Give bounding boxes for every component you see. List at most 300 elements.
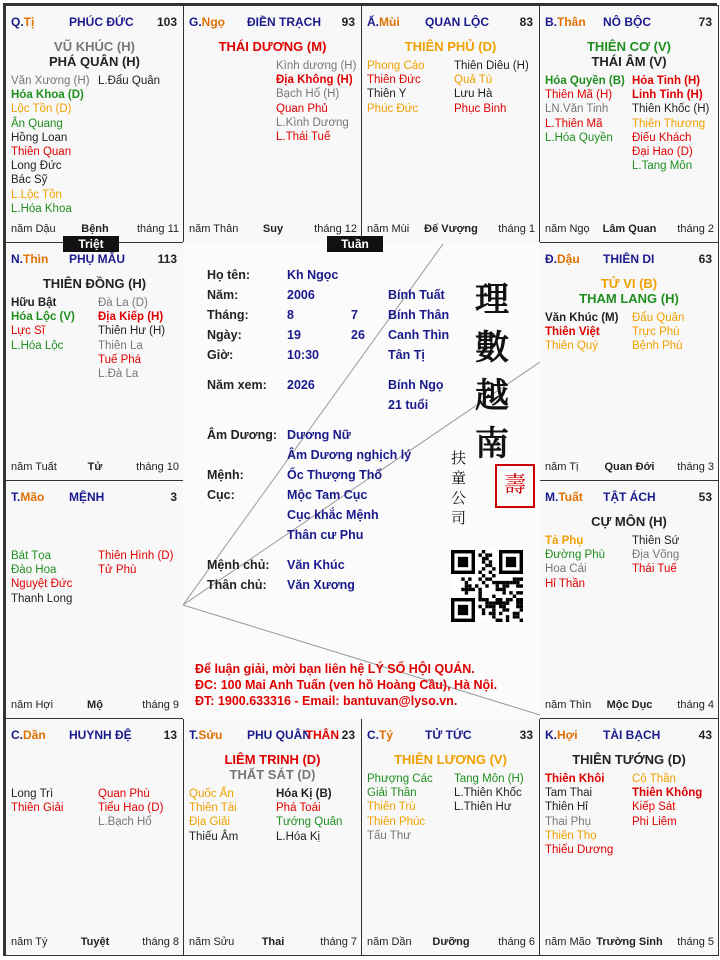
value-nam-can: Bính Tuất <box>388 288 445 302</box>
star: Quan Phù <box>98 788 150 800</box>
minor-stars-right <box>276 787 342 844</box>
star: Đào Hoa <box>11 564 57 577</box>
main-star: THÁI ÂM (V) <box>591 54 667 69</box>
palace-header <box>545 15 714 31</box>
palace-month: tháng 6 <box>498 936 535 948</box>
palace-trang-sinh: Dưỡng <box>432 936 470 948</box>
main-star: TỬ VI (B) <box>600 276 658 291</box>
star: Tấu Thư <box>367 829 411 842</box>
value-gio: 10:30 <box>287 348 319 362</box>
star: Điếu Khách <box>632 131 692 144</box>
minor-stars-right <box>454 772 524 815</box>
minor-stars-right <box>276 59 356 144</box>
minor-stars-left <box>367 59 425 116</box>
star: Kình dương (H) <box>276 60 357 72</box>
palace-can: T. <box>189 728 199 742</box>
star: Tuế Phá <box>98 353 142 366</box>
palace-month: tháng 10 <box>136 461 179 473</box>
palace-year: năm Mùi <box>367 223 410 235</box>
palace-year: năm Mão <box>545 936 591 948</box>
star: Cô Thần <box>632 773 676 785</box>
qr-code[interactable] <box>451 550 523 622</box>
star: Hoa Cái <box>545 563 587 576</box>
star: Hóa Quyền (B) <box>545 75 625 87</box>
value-ngay: 19 <box>287 328 301 342</box>
star: Quan Phủ <box>276 102 328 115</box>
star: Thiên La <box>98 339 143 352</box>
tuan-tag: Tuần <box>327 236 383 252</box>
star: Phục Binh <box>454 102 507 115</box>
palace-chi: Tị <box>23 15 35 29</box>
star: Bát Tọa <box>11 550 52 562</box>
palace-name: TỬ TỨC <box>425 728 472 742</box>
palace-name: THIÊN DI <box>603 252 655 266</box>
main-star: THIÊN LƯƠNG (V) <box>394 752 507 767</box>
star: Hóa Lộc (V) <box>11 311 75 324</box>
minor-stars-left <box>11 787 63 815</box>
palace-number: 13 <box>163 728 177 742</box>
value-am-duong-2: Âm Dương nghịch lý <box>287 448 412 462</box>
star: Ân Quang <box>11 117 63 130</box>
contact-line-2: ĐC: 100 Mai Anh Tuấn (ven hồ Hoàng Cầu), Hà Nội. <box>195 678 498 692</box>
star: Quốc Ấn <box>189 788 234 800</box>
palace-trang-sinh: Tuyệt <box>80 936 110 948</box>
palace-ty <box>361 718 540 956</box>
star: Long Đức <box>11 160 62 173</box>
star: Hỏa Tinh (H) <box>632 75 701 87</box>
value-am-duong: Dương Nữ <box>287 428 351 442</box>
palace-chi: Dậu <box>557 252 580 266</box>
palace-month: tháng 4 <box>677 699 714 711</box>
main-star: VŨ KHÚC (H) <box>54 39 135 54</box>
tu-vi-chart <box>3 3 717 956</box>
palace-year: năm Ngọ <box>545 223 590 235</box>
star: Thiên Hỉ <box>545 801 588 814</box>
star: Thiên Giải <box>11 802 64 815</box>
minor-stars-left <box>545 311 618 354</box>
palace-footer <box>545 936 714 950</box>
star: Thai Phụ <box>545 815 592 828</box>
palace-number: 43 <box>698 728 712 742</box>
palace-can: Đ. <box>545 252 557 266</box>
palace-trang-sinh: Lâm Quan <box>602 223 657 235</box>
palace-can: N. <box>11 252 23 266</box>
minor-stars-right <box>98 787 163 830</box>
main-star: THIÊN CƠ (V) <box>586 39 672 54</box>
label-menh-chu: Mệnh chủ: <box>207 558 270 572</box>
palace-footer <box>11 461 179 475</box>
star: Thiếu Âm <box>189 830 239 843</box>
palace-year: năm Hợi <box>11 699 54 711</box>
star: Địa Kiếp (H) <box>98 311 164 324</box>
palace-chi: Thân <box>557 15 586 29</box>
palace-name: TẬT ÁCH <box>603 490 656 504</box>
palace-name: PHU QUÂN <box>247 728 312 742</box>
star: Lưu Hà <box>454 88 493 101</box>
palace-name: ĐIỀN TRẠCH <box>247 15 321 29</box>
star: Trực Phù <box>632 326 680 339</box>
star: Đại Hao (D) <box>632 146 693 159</box>
star: Tử Phù <box>98 564 137 577</box>
star: Thiên Không <box>632 787 703 800</box>
seal-small-1: 扶 <box>451 449 467 467</box>
star: Tiểu Hao (D) <box>98 802 164 815</box>
star: Thiên Quý <box>545 340 599 353</box>
palace-can: T. <box>11 490 21 504</box>
value-nam-xem: 2026 <box>287 378 315 392</box>
value-thang: 8 <box>287 308 294 322</box>
palace-month: tháng 7 <box>320 936 357 948</box>
star: L.Thiên Khốc <box>454 787 522 800</box>
palace-tuat <box>539 480 719 719</box>
main-star: THIÊN TƯỚNG (D) <box>572 752 686 767</box>
palace-chi: Sửu <box>198 728 223 742</box>
star: Bệnh Phù <box>632 340 683 353</box>
minor-stars-left <box>11 549 72 606</box>
star: L.Đà La <box>98 368 139 381</box>
value-cuc-2: Cục khắc Mệnh <box>287 508 379 522</box>
main-star: THIÊN ĐỒNG (H) <box>42 276 147 291</box>
palace-header <box>189 728 357 744</box>
star: L.Hóa Khoa <box>11 202 72 215</box>
star: Hóa Kị (B) <box>276 788 332 800</box>
star: Thiên Đức <box>367 74 421 87</box>
palace-chi: Dần <box>23 728 46 742</box>
star: Lộc Tồn (D) <box>11 103 72 116</box>
star: Thiếu Dương <box>545 844 614 857</box>
palace-number: 3 <box>170 490 177 504</box>
star: Thiên Hình (D) <box>98 550 174 562</box>
star: Tả Phụ <box>545 535 584 547</box>
palace-month: tháng 11 <box>136 223 179 235</box>
palace-thin <box>5 242 184 481</box>
palace-trang-sinh: Mộc Dục <box>606 699 653 711</box>
triet-tag: Triệt <box>63 236 119 252</box>
palace-year: năm Thân <box>189 223 239 235</box>
palace-footer <box>11 223 179 237</box>
star: Thiên Trù <box>367 801 416 814</box>
star: Đẩu Quân <box>632 312 685 324</box>
palace-header <box>545 252 714 268</box>
palace-year: năm Tị <box>545 461 579 473</box>
palace-than-marker: THÂN <box>305 728 339 742</box>
palace-number: 73 <box>698 15 712 29</box>
label-than-chu: Thân chủ: <box>207 578 267 592</box>
minor-stars-right <box>454 59 529 116</box>
palace-number: 23 <box>341 728 355 742</box>
minor-stars-right <box>632 311 684 354</box>
star: L.Hóa Quyền <box>545 131 613 144</box>
minor-stars-right <box>632 772 702 829</box>
star: Phá Toái <box>276 802 321 815</box>
palace-mui <box>361 5 540 243</box>
star: Thiên Việt <box>545 326 600 339</box>
palace-header <box>11 252 179 268</box>
palace-dau <box>539 242 719 481</box>
label-nam-xem: Năm xem: <box>207 378 267 392</box>
star: Phượng Các <box>367 773 433 785</box>
label-menh: Mệnh: <box>207 468 244 482</box>
star: Thiên Hư (H) <box>98 325 166 338</box>
value-than-chu: Văn Xương <box>287 578 355 592</box>
seal-small-4: 司 <box>451 509 467 527</box>
palace-can: K. <box>545 728 557 742</box>
star: Địa Không (H) <box>276 74 353 87</box>
palace-chi: Ngọ <box>201 15 225 29</box>
palace-name: MỆNH <box>69 490 105 504</box>
palace-chi: Thìn <box>23 252 49 266</box>
palace-footer <box>545 461 714 475</box>
star: Phi Liêm <box>632 815 677 828</box>
palace-can: G. <box>189 15 202 29</box>
label-cuc: Cục: <box>207 488 235 502</box>
value-nam-xem-can: Bính Ngọ <box>388 378 444 392</box>
star: Tang Môn (H) <box>454 773 524 785</box>
star: Giải Thần <box>367 787 417 800</box>
palace-month: tháng 3 <box>677 461 714 473</box>
star: Bác Sỹ <box>11 174 48 187</box>
palace-name: PHỤ MẪU <box>69 252 125 266</box>
minor-stars-right <box>632 74 709 173</box>
seal-char-4: 南 <box>475 424 509 464</box>
palace-can: C. <box>367 728 379 742</box>
palace-footer <box>367 936 535 950</box>
seal-char-2: 數 <box>475 328 509 368</box>
star: Thiên Sứ <box>632 535 680 547</box>
palace-name: PHÚC ĐỨC <box>69 15 134 29</box>
minor-stars-left <box>545 74 625 145</box>
palace-trang-sinh: Suy <box>262 223 284 235</box>
palace-ti <box>5 5 184 243</box>
minor-stars-right <box>632 534 679 577</box>
star: Văn Khúc (M) <box>545 312 619 324</box>
value-ho-ten: Kh Ngọc <box>287 268 339 282</box>
palace-number: 33 <box>519 728 533 742</box>
seal-small-2: 童 <box>451 469 467 487</box>
minor-stars-right <box>98 549 173 577</box>
star: L.Lộc Tồn <box>11 188 62 201</box>
star: Đường Phù <box>545 549 605 562</box>
value-menh-chu: Văn Khúc <box>287 558 345 572</box>
palace-footer <box>11 699 179 713</box>
star: Thiên Mã (H) <box>545 89 613 102</box>
seal-small-3: 公 <box>451 489 467 507</box>
palace-footer <box>545 699 714 713</box>
palace-header <box>367 728 535 744</box>
palace-footer <box>545 223 714 237</box>
palace-name: NÔ BỘC <box>603 15 651 29</box>
contact-line-3: ĐT: 1900.633316 - Email: bantuvan@lyso.vn. <box>195 694 458 708</box>
label-gio: Giờ: <box>207 348 234 362</box>
palace-chi: Tuất <box>558 490 583 504</box>
star: Địa Giải <box>189 816 230 829</box>
palace-name: TÀI BẠCH <box>603 728 661 742</box>
palace-trang-sinh: Quan Đới <box>604 461 655 473</box>
palace-month: tháng 1 <box>498 223 535 235</box>
value-menh: Ốc Thượng Thổ <box>287 468 383 482</box>
label-thang: Tháng: <box>207 308 249 322</box>
star: Thiên Quan <box>11 146 72 159</box>
main-star: PHÁ QUÂN (H) <box>49 54 140 69</box>
palace-header <box>11 728 179 744</box>
star: Thiên Phúc <box>367 815 426 828</box>
main-star: THAM LANG (H) <box>579 291 679 306</box>
star: Quả Tú <box>454 74 493 87</box>
star: Thiên Khôi <box>545 773 605 785</box>
main-star: LIÊM TRINH (D) <box>224 752 321 767</box>
star: Nguyệt Đức <box>11 578 73 591</box>
palace-trang-sinh: Mộ <box>87 699 103 711</box>
star: Lực Sĩ <box>11 325 45 338</box>
star: Hữu Bật <box>11 297 57 309</box>
star: Đà La (D) <box>98 297 148 309</box>
main-star: THIÊN PHỦ (D) <box>404 39 497 54</box>
palace-footer <box>367 223 535 237</box>
star: Tam Thai <box>545 787 593 800</box>
star: L.Đẩu Quân <box>98 75 161 87</box>
palace-ngo <box>183 5 362 243</box>
palace-name: HUYNH ĐỆ <box>69 728 132 742</box>
star: Thái Tuế <box>632 563 677 576</box>
palace-number: 53 <box>698 490 712 504</box>
minor-stars-left <box>367 772 433 843</box>
star: L.Bạch Hổ <box>98 816 152 829</box>
palace-footer <box>11 936 179 950</box>
star: Địa Võng <box>632 549 680 562</box>
palace-name: QUAN LỘC <box>425 15 489 29</box>
palace-trang-sinh: Đế Vượng <box>424 223 478 235</box>
star: Văn Xương (H) <box>11 75 90 87</box>
star: L.Thiên Mã <box>545 117 603 130</box>
star: L.Thiên Hư <box>454 801 512 814</box>
star: Tướng Quân <box>276 816 343 829</box>
palace-trang-sinh: Bệnh <box>81 223 109 235</box>
star: L.Hóa Kị <box>276 830 321 843</box>
value-ngay-am: 26 <box>351 328 365 342</box>
star: Thiên Thương <box>632 117 706 130</box>
label-am-duong: Âm Dương: <box>207 428 278 442</box>
palace-year: năm Thìn <box>545 699 592 711</box>
palace-can: B. <box>545 15 557 29</box>
palace-number: 83 <box>519 15 533 29</box>
star: Linh Tinh (H) <box>632 89 703 102</box>
palace-header <box>545 728 714 744</box>
main-star: THÁI DƯƠNG (M) <box>218 39 327 54</box>
palace-number: 93 <box>341 15 355 29</box>
palace-header <box>545 490 714 506</box>
value-ngay-can: Canh Thìn <box>388 328 450 342</box>
palace-trang-sinh: Tử <box>87 461 103 473</box>
palace-number: 113 <box>157 252 177 266</box>
contact-line-1: Để luận giải, mời bạn liên hệ LÝ SỐ HỘI QUÁN. <box>195 662 475 676</box>
palace-month: tháng 5 <box>677 936 714 948</box>
palace-chi: Hợi <box>557 728 578 742</box>
seal-char-3: 越 <box>475 376 509 416</box>
palace-header <box>367 15 535 31</box>
value-gio-can: Tân Tị <box>388 348 425 362</box>
star: L.Kình Dương <box>276 116 349 129</box>
palace-number: 63 <box>698 252 712 266</box>
palace-footer <box>189 936 357 950</box>
star: Thanh Long <box>11 592 73 605</box>
value-cuc: Mộc Tam Cục <box>287 488 368 502</box>
palace-header <box>11 490 179 506</box>
star: Long Trì <box>11 788 54 800</box>
palace-hoi <box>539 718 719 956</box>
star: Hỉ Thần <box>545 577 586 590</box>
main-star: THẤT SÁT (D) <box>229 767 316 782</box>
palace-than <box>539 5 719 243</box>
palace-month: tháng 12 <box>314 223 357 235</box>
minor-stars-right <box>98 296 165 381</box>
palace-year: năm Tuất <box>11 461 57 473</box>
palace-month: tháng 2 <box>677 223 714 235</box>
star: L.Thái Tuế <box>276 131 331 144</box>
star: Hóa Khoa (D) <box>11 89 84 102</box>
value-cuc-3: Thân cư Phu <box>287 528 364 542</box>
palace-trang-sinh: Thai <box>261 936 285 948</box>
palace-suu <box>183 718 362 956</box>
palace-chi: Mão <box>20 490 45 504</box>
palace-footer <box>189 223 357 237</box>
seal-char-1: 理 <box>475 280 509 320</box>
star: Kiếp Sát <box>632 801 676 814</box>
palace-month: tháng 8 <box>142 936 179 948</box>
minor-stars-left <box>545 772 613 857</box>
palace-header <box>11 15 179 31</box>
label-nam: Năm: <box>207 288 239 302</box>
palace-number: 103 <box>156 15 177 29</box>
palace-chi: Mùi <box>379 15 400 29</box>
value-nam: 2006 <box>287 288 315 302</box>
star: Thiên Khốc (H) <box>632 103 710 116</box>
palace-can: Ấ. <box>367 15 379 29</box>
palace-month: tháng 9 <box>142 699 179 711</box>
palace-can: M. <box>545 490 559 504</box>
minor-stars-left <box>11 74 90 216</box>
minor-stars-left <box>189 787 238 844</box>
star: Phong Cáo <box>367 60 425 72</box>
star: Thiên Diêu (H) <box>454 60 529 72</box>
red-stamp: 壽 <box>495 464 535 508</box>
main-star: CỰ MÔN (H) <box>591 514 667 529</box>
star: LN.Văn Tinh <box>545 103 609 116</box>
palace-dan <box>5 718 184 956</box>
minor-stars-left <box>11 296 75 353</box>
palace-chi: Tý <box>379 728 394 742</box>
palace-can: C. <box>11 728 23 742</box>
palace-trang-sinh: Trường Sinh <box>596 936 663 948</box>
star: Bạch Hổ (H) <box>276 88 340 101</box>
label-ngay: Ngày: <box>207 328 242 342</box>
label-ho-ten: Họ tên: <box>207 268 251 282</box>
palace-year: năm Dậu <box>11 223 56 235</box>
value-thang-can: Bính Thân <box>388 308 450 322</box>
palace-year: năm Dần <box>367 936 412 948</box>
star: Thiên Y <box>367 88 407 101</box>
value-tuoi: 21 tuổi <box>388 398 429 412</box>
minor-stars-left <box>545 534 605 591</box>
star: L.Tang Môn <box>632 160 693 173</box>
palace-year: năm Sửu <box>189 936 235 948</box>
star: Hồng Loan <box>11 131 68 144</box>
value-thang-am: 7 <box>351 308 358 322</box>
star: Phúc Đức <box>367 102 419 115</box>
palace-header <box>189 15 357 31</box>
minor-stars-right <box>98 74 160 88</box>
star: L.Hóa Lộc <box>11 339 64 352</box>
palace-can: Q. <box>11 15 24 29</box>
